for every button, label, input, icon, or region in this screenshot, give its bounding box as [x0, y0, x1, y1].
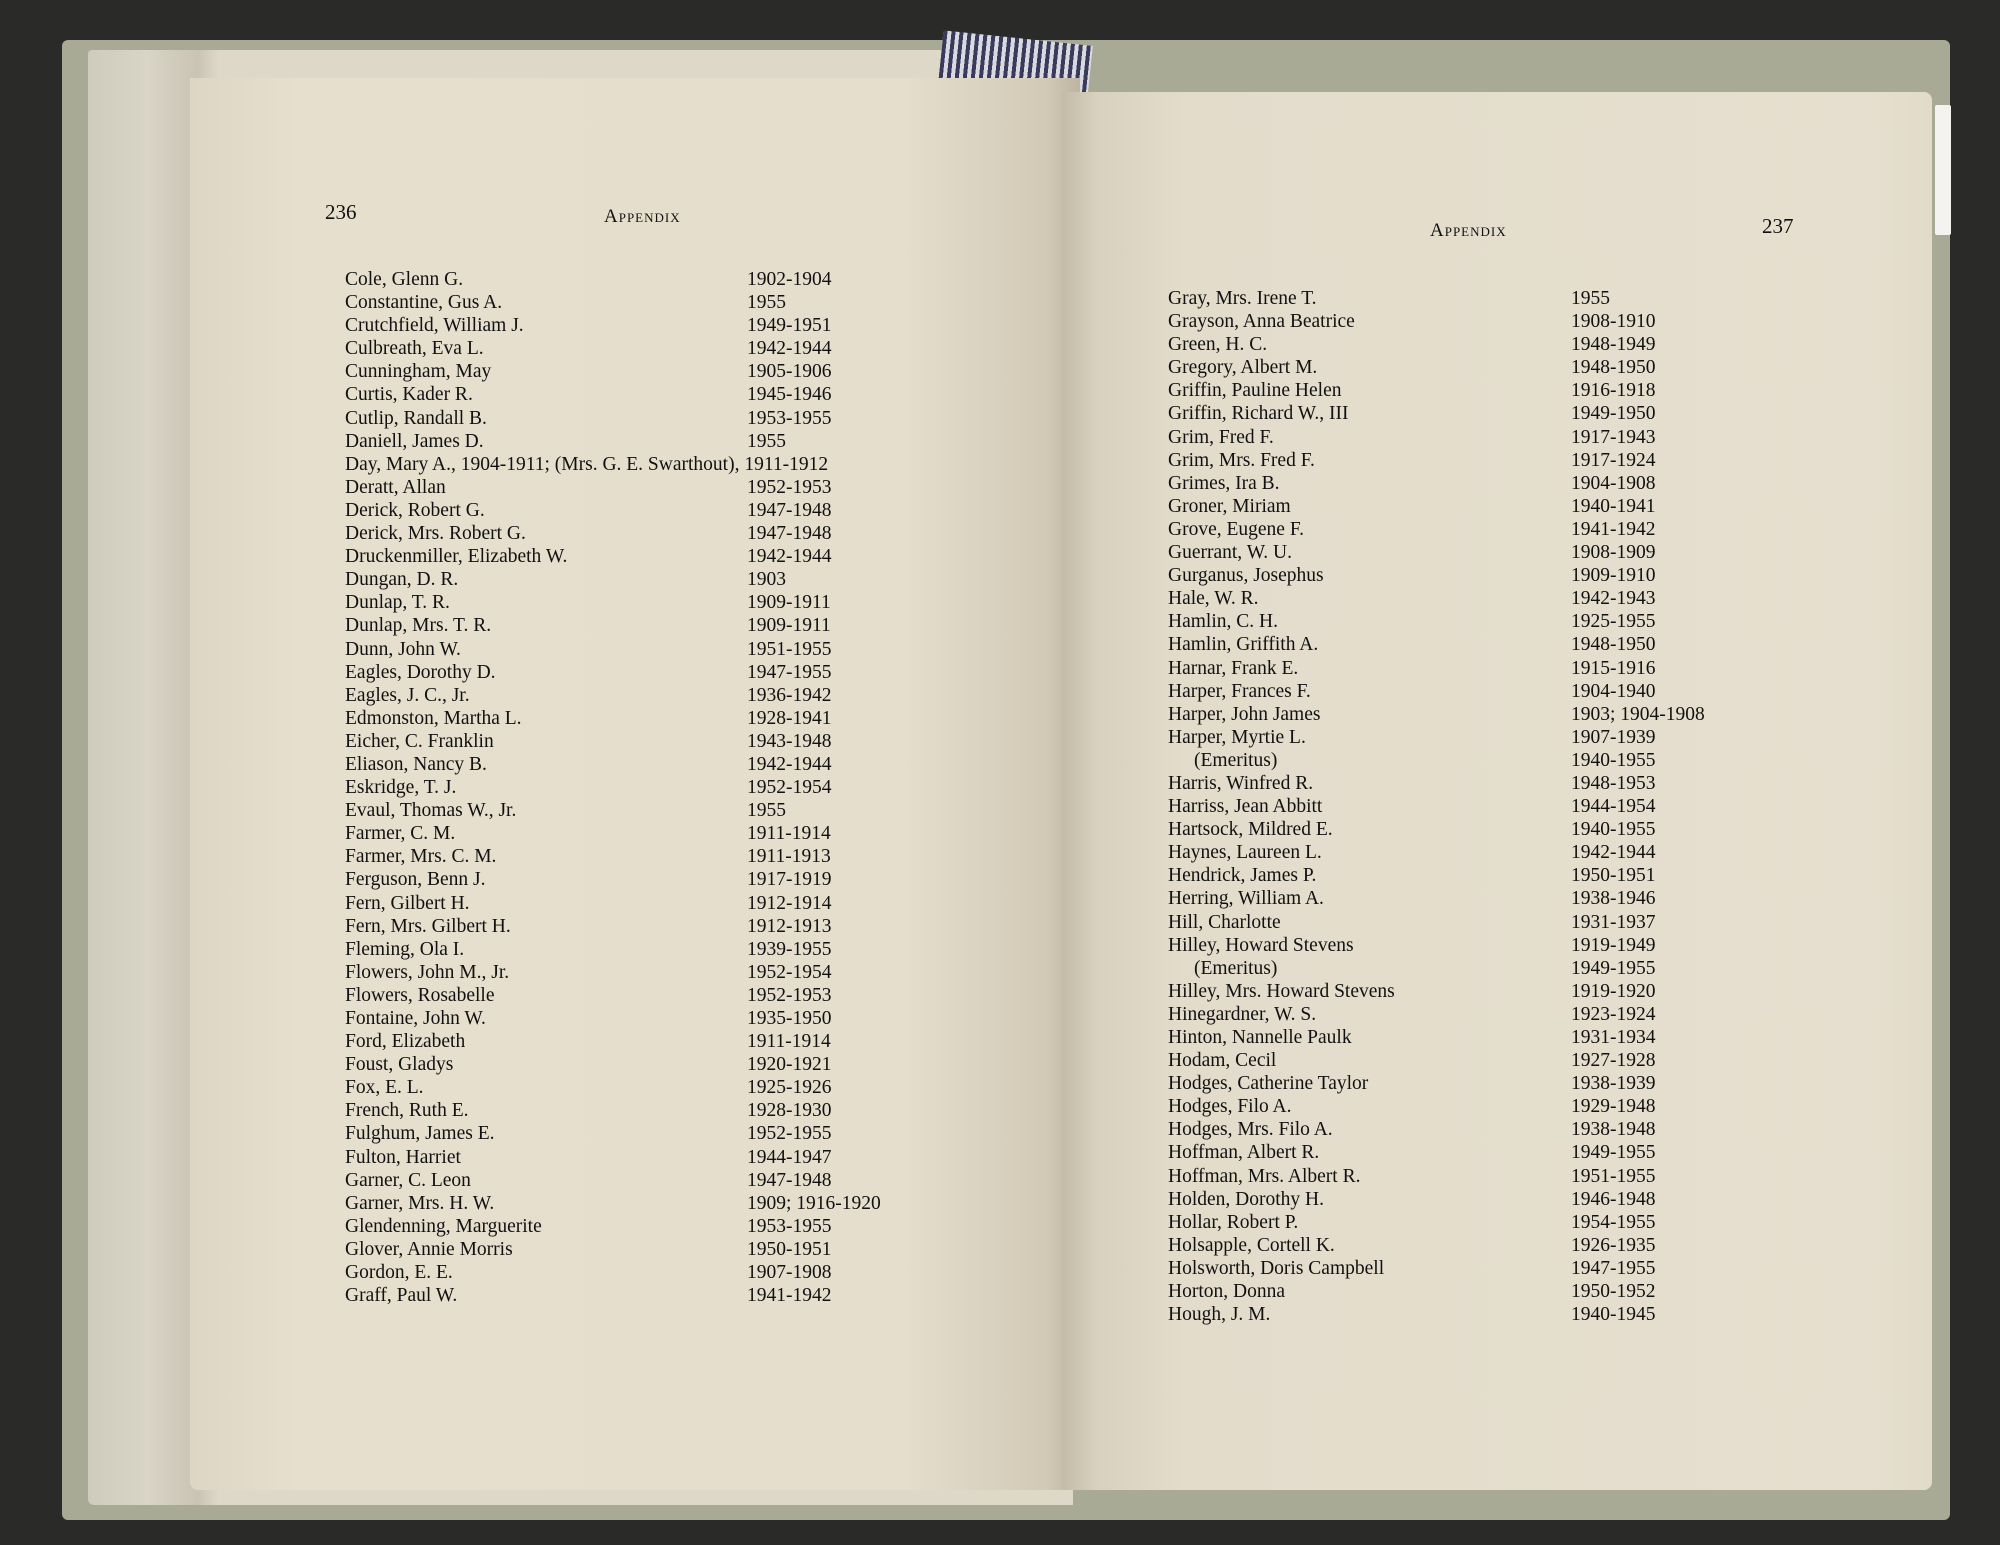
- entry-name: Eicher, C. Franklin: [345, 730, 494, 752]
- entry-name: Green, H. C.: [1168, 334, 1268, 356]
- list-item: [345, 1053, 1045, 1076]
- entry-name: Fern, Mrs. Gilbert H.: [345, 915, 511, 937]
- list-item: [345, 430, 1045, 453]
- entry-name: Dunlap, T. R.: [345, 592, 450, 614]
- entry-dates: 1903; 1904-1908: [1571, 703, 1705, 725]
- entry-name: Ford, Elizabeth: [345, 1031, 466, 1053]
- entry-name: Grim, Fred F.: [1168, 426, 1274, 448]
- entry-name: Hartsock, Mildred E.: [1168, 819, 1333, 841]
- entry-name: Garner, Mrs. H. W.: [345, 1192, 495, 1214]
- list-item: [1168, 610, 1868, 633]
- entry-name: Grayson, Anna Beatrice: [1168, 311, 1355, 333]
- entry-name: Hamlin, Griffith A.: [1168, 634, 1319, 656]
- entry-dates: 1942-1944: [747, 338, 832, 360]
- entry-dates: 1907-1939: [1571, 726, 1656, 748]
- entry-name: Haynes, Laureen L.: [1168, 842, 1322, 864]
- entry-name: Crutchfield, William J.: [345, 315, 524, 337]
- entry-dates: 1938-1946: [1571, 888, 1656, 910]
- list-item: [345, 1007, 1045, 1030]
- entry-dates: 1950-1951: [747, 1238, 832, 1260]
- list-item: [345, 591, 1045, 614]
- entry-dates: 1909; 1916-1920: [747, 1192, 881, 1214]
- entry-dates: 1943-1948: [747, 730, 832, 752]
- entry-name: Griffin, Richard W., III: [1168, 403, 1349, 425]
- list-item: [345, 476, 1045, 499]
- entry-dates: 1902-1904: [747, 269, 832, 290]
- entry-dates: 1955: [1571, 288, 1610, 309]
- list-item: [345, 776, 1045, 799]
- entry-name: Dunlap, Mrs. T. R.: [345, 615, 492, 637]
- entry-name: Harper, John James: [1168, 703, 1321, 725]
- list-item: [345, 961, 1045, 984]
- list-item: [1168, 772, 1868, 795]
- list-item: [1168, 749, 1868, 772]
- list-item: [345, 799, 1045, 822]
- entry-dates: 1903: [747, 569, 786, 591]
- list-item: [1168, 1141, 1868, 1164]
- entry-name: Harnar, Frank E.: [1168, 657, 1299, 679]
- entry-name: Evaul, Thomas W., Jr.: [345, 800, 517, 822]
- entry-dates: 1947-1955: [747, 661, 832, 683]
- entry-name: Eskridge, T. J.: [345, 777, 457, 799]
- list-item: [345, 984, 1045, 1007]
- list-item: [345, 1099, 1045, 1122]
- entry-dates: 1917-1943: [1571, 426, 1656, 448]
- entry-dates: 1952-1953: [747, 476, 832, 498]
- list-item: [1168, 564, 1868, 587]
- entry-name: Day, Mary A., 1904-1911; (Mrs. G. E. Swarthout), 1911-1912: [345, 453, 829, 475]
- list-item: [1168, 379, 1868, 402]
- list-item: [1168, 1049, 1868, 1072]
- entry-dates: 1941-1942: [747, 1285, 832, 1307]
- entry-name: Flowers, Rosabelle: [345, 984, 495, 1006]
- entry-dates: 1909-1910: [1571, 565, 1656, 587]
- entry-name: Farmer, C. M.: [345, 823, 456, 845]
- entry-name: Curtis, Kader R.: [345, 384, 473, 406]
- entry-dates: 1942-1944: [1571, 842, 1656, 864]
- list-item: [1168, 633, 1868, 656]
- entry-dates: 1952-1955: [747, 1123, 832, 1145]
- list-item: [1168, 310, 1868, 333]
- list-item: [345, 1261, 1045, 1284]
- entry-dates: 1912-1914: [747, 892, 832, 914]
- list-item: [345, 522, 1045, 545]
- entry-name: Hill, Charlotte: [1168, 911, 1281, 933]
- entry-dates: 1928-1941: [747, 707, 832, 729]
- entry-dates: 1911-1914: [747, 823, 831, 845]
- entry-name: Derick, Mrs. Robert G.: [345, 523, 526, 545]
- entry-name: Deratt, Allan: [345, 476, 446, 498]
- list-item: [1168, 1165, 1868, 1188]
- entry-name: Cunningham, May: [345, 361, 492, 383]
- list-item: [1168, 1211, 1868, 1234]
- entry-dates: 1955: [747, 292, 786, 314]
- entry-name: Hamlin, C. H.: [1168, 611, 1278, 633]
- entry-name: Dunn, John W.: [345, 638, 461, 660]
- entry-dates: 1945-1946: [747, 384, 832, 406]
- list-item: [1168, 1257, 1868, 1280]
- entry-dates: 1944-1954: [1571, 796, 1656, 818]
- list-item: [345, 337, 1045, 360]
- entry-dates: 1951-1955: [747, 638, 832, 660]
- list-item: [345, 268, 1045, 291]
- entry-dates: 1911-1913: [747, 846, 831, 868]
- list-item: [1168, 657, 1868, 680]
- entry-dates: 1948-1950: [1571, 357, 1656, 379]
- entry-name: Eliason, Nancy B.: [345, 753, 487, 775]
- entry-dates: 1955: [747, 800, 786, 822]
- entry-dates: 1947-1948: [747, 499, 832, 521]
- entry-name: Garner, C. Leon: [345, 1169, 471, 1191]
- entry-dates: 1920-1921: [747, 1054, 832, 1076]
- list-item: [1168, 680, 1868, 703]
- entry-name: Hodges, Mrs. Filo A.: [1168, 1119, 1333, 1141]
- entry-dates: 1908-1909: [1571, 542, 1656, 564]
- list-item: [345, 1030, 1045, 1053]
- list-item: [1168, 495, 1868, 518]
- entry-name: Flowers, John M., Jr.: [345, 961, 510, 983]
- list-item: [1168, 356, 1868, 379]
- page-number: 237: [1762, 214, 1794, 238]
- entry-dates: 1950-1952: [1571, 1281, 1656, 1303]
- list-item: [1168, 841, 1868, 864]
- entry-name: Horton, Donna: [1168, 1281, 1285, 1303]
- entry-dates: 1952-1953: [747, 984, 832, 1006]
- list-item: [1168, 402, 1868, 425]
- list-item: [1168, 472, 1868, 495]
- entry-dates: 1942-1944: [747, 753, 832, 775]
- list-item: [345, 753, 1045, 776]
- list-item: [1168, 1095, 1868, 1118]
- running-header: Appendix: [604, 206, 681, 227]
- list-item: [345, 1122, 1045, 1145]
- entry-name: Hodges, Catherine Taylor: [1168, 1073, 1369, 1095]
- list-item: [1168, 1118, 1868, 1141]
- entry-name: Dungan, D. R.: [345, 569, 459, 591]
- list-item: [345, 1146, 1045, 1169]
- entry-name: Hinton, Nannelle Paulk: [1168, 1027, 1352, 1048]
- entry-name: Griffin, Pauline Helen: [1168, 380, 1342, 402]
- entry-name: Fern, Gilbert H.: [345, 892, 470, 914]
- entry-name: Derick, Robert G.: [345, 499, 485, 521]
- list-item: [345, 730, 1045, 753]
- page-number: 236: [325, 200, 357, 224]
- entry-dates: 1941-1942: [1571, 518, 1656, 540]
- entry-name: Gray, Mrs. Irene T.: [1168, 288, 1317, 309]
- entry-name: Harper, Frances F.: [1168, 680, 1311, 702]
- entry-dates: 1946-1948: [1571, 1188, 1656, 1210]
- entry-dates: 1953-1955: [747, 1215, 832, 1237]
- list-item: [1168, 795, 1868, 818]
- entry-name: Fontaine, John W.: [345, 1008, 486, 1029]
- list-item: [345, 707, 1045, 730]
- entry-name: Gregory, Albert M.: [1168, 357, 1318, 379]
- entry-dates: 1909-1911: [747, 615, 831, 637]
- list-item: [345, 1076, 1045, 1099]
- entry-dates: 1926-1935: [1571, 1234, 1656, 1256]
- list-item: [1168, 911, 1868, 934]
- entry-name: Glover, Annie Morris: [345, 1238, 513, 1260]
- entry-dates: 1948-1949: [1571, 334, 1656, 356]
- entry-dates: 1938-1939: [1571, 1073, 1656, 1095]
- entry-dates: 1947-1955: [1571, 1257, 1656, 1279]
- entry-dates: 1907-1908: [747, 1262, 832, 1284]
- entry-dates: 1942-1944: [747, 546, 832, 568]
- entry-dates: 1952-1954: [747, 777, 832, 799]
- entry-name: Eagles, J. C., Jr.: [345, 684, 470, 706]
- list-item: [1168, 980, 1868, 1003]
- entry-dates: 1904-1908: [1571, 472, 1656, 494]
- entry-dates: 1948-1950: [1571, 634, 1656, 656]
- entry-dates: 1939-1955: [747, 938, 832, 960]
- entry-name: Hodges, Filo A.: [1168, 1096, 1292, 1118]
- list-item: [345, 291, 1045, 314]
- running-header: Appendix: [1430, 220, 1507, 241]
- entry-dates: 1942-1943: [1571, 588, 1656, 610]
- entry-name: Hodam, Cecil: [1168, 1050, 1277, 1072]
- list-item: [345, 383, 1045, 406]
- entry-dates: 1915-1916: [1571, 657, 1656, 679]
- entry-name: Grimes, Ira B.: [1168, 472, 1280, 494]
- entry-name: Holsworth, Doris Campbell: [1168, 1257, 1385, 1279]
- entry-dates: 1950-1951: [1571, 865, 1656, 887]
- entry-dates: 1908-1910: [1571, 311, 1656, 333]
- entry-dates: 1949-1955: [1571, 1142, 1656, 1164]
- list-item: [1168, 541, 1868, 564]
- list-item: [1168, 426, 1868, 449]
- entry-name: Grim, Mrs. Fred F.: [1168, 449, 1315, 471]
- entry-name: Fleming, Ola I.: [345, 938, 465, 960]
- entry-dates: 1940-1955: [1571, 749, 1656, 771]
- list-item: [345, 360, 1045, 383]
- entry-name: Cole, Glenn G.: [345, 269, 464, 290]
- entry-name: Hilley, Howard Stevens: [1168, 934, 1354, 956]
- entry-name: Hoffman, Albert R.: [1168, 1142, 1320, 1164]
- list-item: [1168, 934, 1868, 957]
- entry-dates: 1925-1955: [1571, 611, 1656, 633]
- list-item: [345, 868, 1045, 891]
- entry-name: Ferguson, Benn J.: [345, 869, 486, 891]
- list-item: [345, 938, 1045, 961]
- entry-name: Fulton, Harriet: [345, 1146, 461, 1168]
- list-item: [345, 568, 1045, 591]
- entry-dates: 1923-1924: [1571, 1003, 1656, 1025]
- list-item: [1168, 726, 1868, 749]
- entry-name: Culbreath, Eva L.: [345, 338, 484, 360]
- list-item: [345, 684, 1045, 707]
- entry-name: Hinegardner, W. S.: [1168, 1003, 1317, 1025]
- list-item: [1168, 287, 1868, 310]
- list-item: [1168, 1303, 1868, 1326]
- list-item: [1168, 1280, 1868, 1303]
- faculty-list: [1168, 287, 1868, 1326]
- entry-name: Hoffman, Mrs. Albert R.: [1168, 1165, 1361, 1187]
- list-item: [345, 845, 1045, 868]
- list-item: [1168, 518, 1868, 541]
- entry-name: Hale, W. R.: [1168, 588, 1259, 610]
- entry-name: (Emeritus): [1194, 957, 1278, 979]
- entry-name: Edmonston, Martha L.: [345, 707, 522, 729]
- entry-name: Holden, Dorothy H.: [1168, 1188, 1324, 1210]
- entry-name: Gordon, E. E.: [345, 1262, 453, 1284]
- entry-name: Hollar, Robert P.: [1168, 1211, 1299, 1233]
- entry-dates: 1940-1941: [1571, 495, 1656, 517]
- entry-name: Druckenmiller, Elizabeth W.: [345, 546, 568, 568]
- list-item: [1168, 818, 1868, 841]
- list-item: [345, 1192, 1045, 1215]
- list-item: [1168, 957, 1868, 980]
- list-item: [345, 915, 1045, 938]
- list-item: [345, 1284, 1045, 1307]
- list-item: [1168, 1234, 1868, 1257]
- entry-dates: 1948-1953: [1571, 772, 1656, 794]
- entry-dates: 1952-1954: [747, 961, 832, 983]
- entry-name: Groner, Miriam: [1168, 495, 1291, 517]
- list-item: [1168, 1026, 1868, 1049]
- entry-name: French, Ruth E.: [345, 1100, 469, 1122]
- list-item: [1168, 333, 1868, 356]
- list-item: [345, 453, 1045, 476]
- entry-dates: 1919-1920: [1571, 980, 1656, 1002]
- entry-name: Hough, J. M.: [1168, 1304, 1271, 1326]
- list-item: [345, 545, 1045, 568]
- entry-name: Herring, William A.: [1168, 888, 1324, 910]
- bookmark-strip: [1935, 105, 1951, 235]
- entry-name: Hilley, Mrs. Howard Stevens: [1168, 980, 1395, 1002]
- list-item: [345, 614, 1045, 637]
- list-item: [345, 1215, 1045, 1238]
- entry-name: Glendenning, Marguerite: [345, 1215, 542, 1237]
- faculty-list: [345, 268, 1045, 1307]
- entry-dates: 1911-1914: [747, 1031, 831, 1053]
- entry-name: Foust, Gladys: [345, 1054, 454, 1076]
- list-item: [1168, 1072, 1868, 1095]
- entry-name: Fulghum, James E.: [345, 1123, 495, 1145]
- entry-dates: 1919-1949: [1571, 934, 1656, 956]
- list-item: [1168, 587, 1868, 610]
- entry-name: Daniell, James D.: [345, 430, 484, 452]
- entry-name: Constantine, Gus A.: [345, 292, 503, 314]
- list-item: [1168, 887, 1868, 910]
- list-item: [345, 638, 1045, 661]
- entry-dates: 1940-1945: [1571, 1304, 1656, 1326]
- entry-dates: 1944-1947: [747, 1146, 832, 1168]
- entry-dates: 1929-1948: [1571, 1096, 1656, 1118]
- entry-dates: 1917-1924: [1571, 449, 1656, 471]
- entry-dates: 1953-1955: [747, 407, 832, 429]
- entry-name: Guerrant, W. U.: [1168, 542, 1293, 564]
- list-item: [345, 499, 1045, 522]
- entry-dates: 1951-1955: [1571, 1165, 1656, 1187]
- entry-dates: 1931-1934: [1571, 1027, 1656, 1048]
- list-item: [1168, 703, 1868, 726]
- entry-dates: 1936-1942: [747, 684, 832, 706]
- entry-dates: 1938-1948: [1571, 1119, 1656, 1141]
- entry-name: Farmer, Mrs. C. M.: [345, 846, 497, 868]
- entry-dates: 1928-1930: [747, 1100, 832, 1122]
- right-page: [1062, 92, 1932, 1490]
- entry-name: Harper, Myrtie L.: [1168, 726, 1306, 748]
- entry-name: Holsapple, Cortell K.: [1168, 1234, 1335, 1256]
- list-item: [345, 407, 1045, 430]
- entry-name: Grove, Eugene F.: [1168, 518, 1304, 540]
- list-item: [1168, 1003, 1868, 1026]
- list-item: [345, 314, 1045, 337]
- list-item: [345, 892, 1045, 915]
- entry-dates: 1925-1926: [747, 1077, 832, 1099]
- list-item: [345, 1238, 1045, 1261]
- list-item: [345, 1169, 1045, 1192]
- entry-dates: 1917-1919: [747, 869, 832, 891]
- entry-dates: 1949-1955: [1571, 957, 1656, 979]
- entry-dates: 1912-1913: [747, 915, 832, 937]
- list-item: [1168, 864, 1868, 887]
- left-page: [190, 78, 1080, 1490]
- entry-dates: 1949-1951: [747, 315, 832, 337]
- entry-dates: 1947-1948: [747, 1169, 832, 1191]
- entry-name: Graff, Paul W.: [345, 1285, 458, 1307]
- entry-name: Gurganus, Josephus: [1168, 565, 1324, 587]
- list-item: [345, 822, 1045, 845]
- entry-name: Cutlip, Randall B.: [345, 407, 487, 429]
- list-item: [345, 661, 1045, 684]
- entry-dates: 1931-1937: [1571, 911, 1656, 933]
- entry-name: Hendrick, James P.: [1168, 865, 1317, 887]
- entry-dates: 1905-1906: [747, 361, 832, 383]
- entry-name: Harris, Winfred R.: [1168, 772, 1314, 794]
- entry-dates: 1916-1918: [1571, 380, 1656, 402]
- list-item: [1168, 1188, 1868, 1211]
- entry-name: Eagles, Dorothy D.: [345, 661, 496, 683]
- entry-dates: 1935-1950: [747, 1008, 832, 1029]
- list-item: [1168, 449, 1868, 472]
- entry-dates: 1949-1950: [1571, 403, 1656, 425]
- entry-dates: 1909-1911: [747, 592, 831, 614]
- entry-dates: 1940-1955: [1571, 819, 1656, 841]
- entry-name: (Emeritus): [1194, 749, 1278, 771]
- entry-dates: 1927-1928: [1571, 1050, 1656, 1072]
- entry-dates: 1954-1955: [1571, 1211, 1656, 1233]
- entry-dates: 1955: [747, 430, 786, 452]
- entry-name: Harriss, Jean Abbitt: [1168, 796, 1323, 818]
- entry-dates: 1947-1948: [747, 523, 832, 545]
- entry-name: Fox, E. L.: [345, 1077, 424, 1099]
- entry-dates: 1904-1940: [1571, 680, 1656, 702]
